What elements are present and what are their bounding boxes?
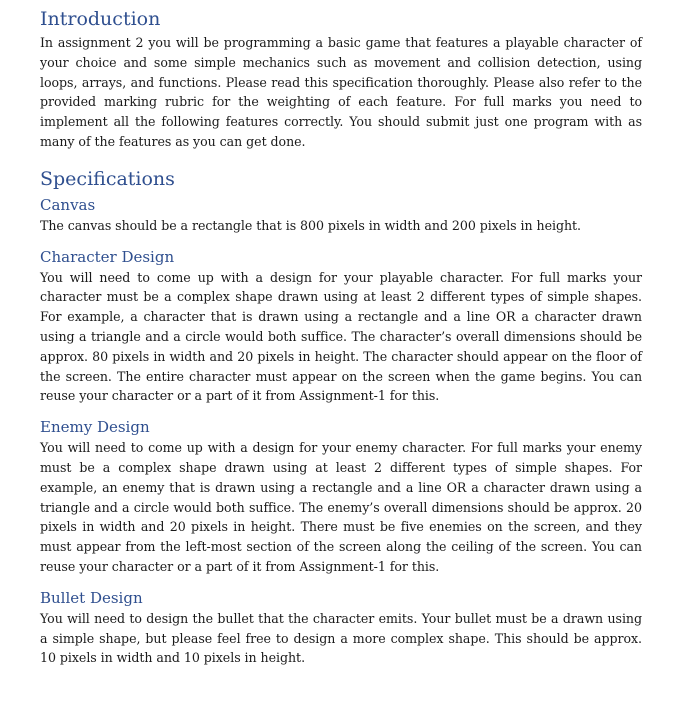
canvas-paragraph: The canvas should be a rectangle that is 800 pixels in width and 200 pixels in height. (40, 217, 582, 233)
introduction-section (40, 6, 642, 152)
specifications-heading: Specifications (40, 167, 175, 190)
introduction-heading: Introduction (40, 8, 161, 30)
bullet-design-paragraph: You will need to design the bullet that the character emits. Your bullet must be a drawn using a simple shape, but please feel free to design a more complex shape. This should be approx. 10 pixels in width and 10 pixels in height. (40, 610, 642, 666)
enemy-design-subsection (40, 417, 642, 577)
character-design-heading: Character Design (40, 247, 175, 266)
canvas-heading: Canvas (40, 195, 96, 214)
character-design-subsection (40, 247, 642, 407)
canvas-subsection (40, 195, 642, 236)
enemy-design-paragraph: You will need to come up with a design for your enemy character. For full marks your enemy must be a complex shape drawn using at least 2 different types of simple shapes. For example, an enemy that is drawn using a rectangle and a line OR a character drawn using a triangle and a circle would both suffice. The enemy’s overall dimensions should be approx. 20 pixels in width and 20 pixels in height. There must be five enemies on the screen, and they must appear from the left-most section of the screen along the ceiling of the screen. You can reuse your character or a part of it from Assignment-1 for this. (40, 440, 642, 574)
bullet-design-heading: Bullet Design (40, 588, 143, 607)
bullet-design-subsection (40, 588, 642, 668)
enemy-design-heading: Enemy Design (40, 418, 150, 437)
document-page (40, 6, 642, 668)
introduction-paragraph: In assignment 2 you will be programming a basic game that features a playable character of your choice and some simple mechanics such as movement and collision detection, using loops, arrays, and functions. Please read this specification thoroughly. Please also refer to the provided marking rubric for the weighting of each feature. For full marks you need to implement all the following features correctly. You should submit just one program with as many of the features as you can get done. (40, 35, 642, 149)
specifications-section (40, 166, 642, 668)
character-design-paragraph: You will need to come up with a design for your playable character. For full marks your character must be a complex shape drawn using at least 2 different types of simple shapes. For example, a character that is drawn using a rectangle and a line OR a character drawn using a triangle and a circle would both suffice. The character’s overall dimensions should be approx. 80 pixels in width and 20 pixels in height. The character should appear on the floor of the screen. The entire character must appear on the screen when the game begins. You can reuse your character or a part of it from Assignment-1 for this. (40, 269, 642, 404)
